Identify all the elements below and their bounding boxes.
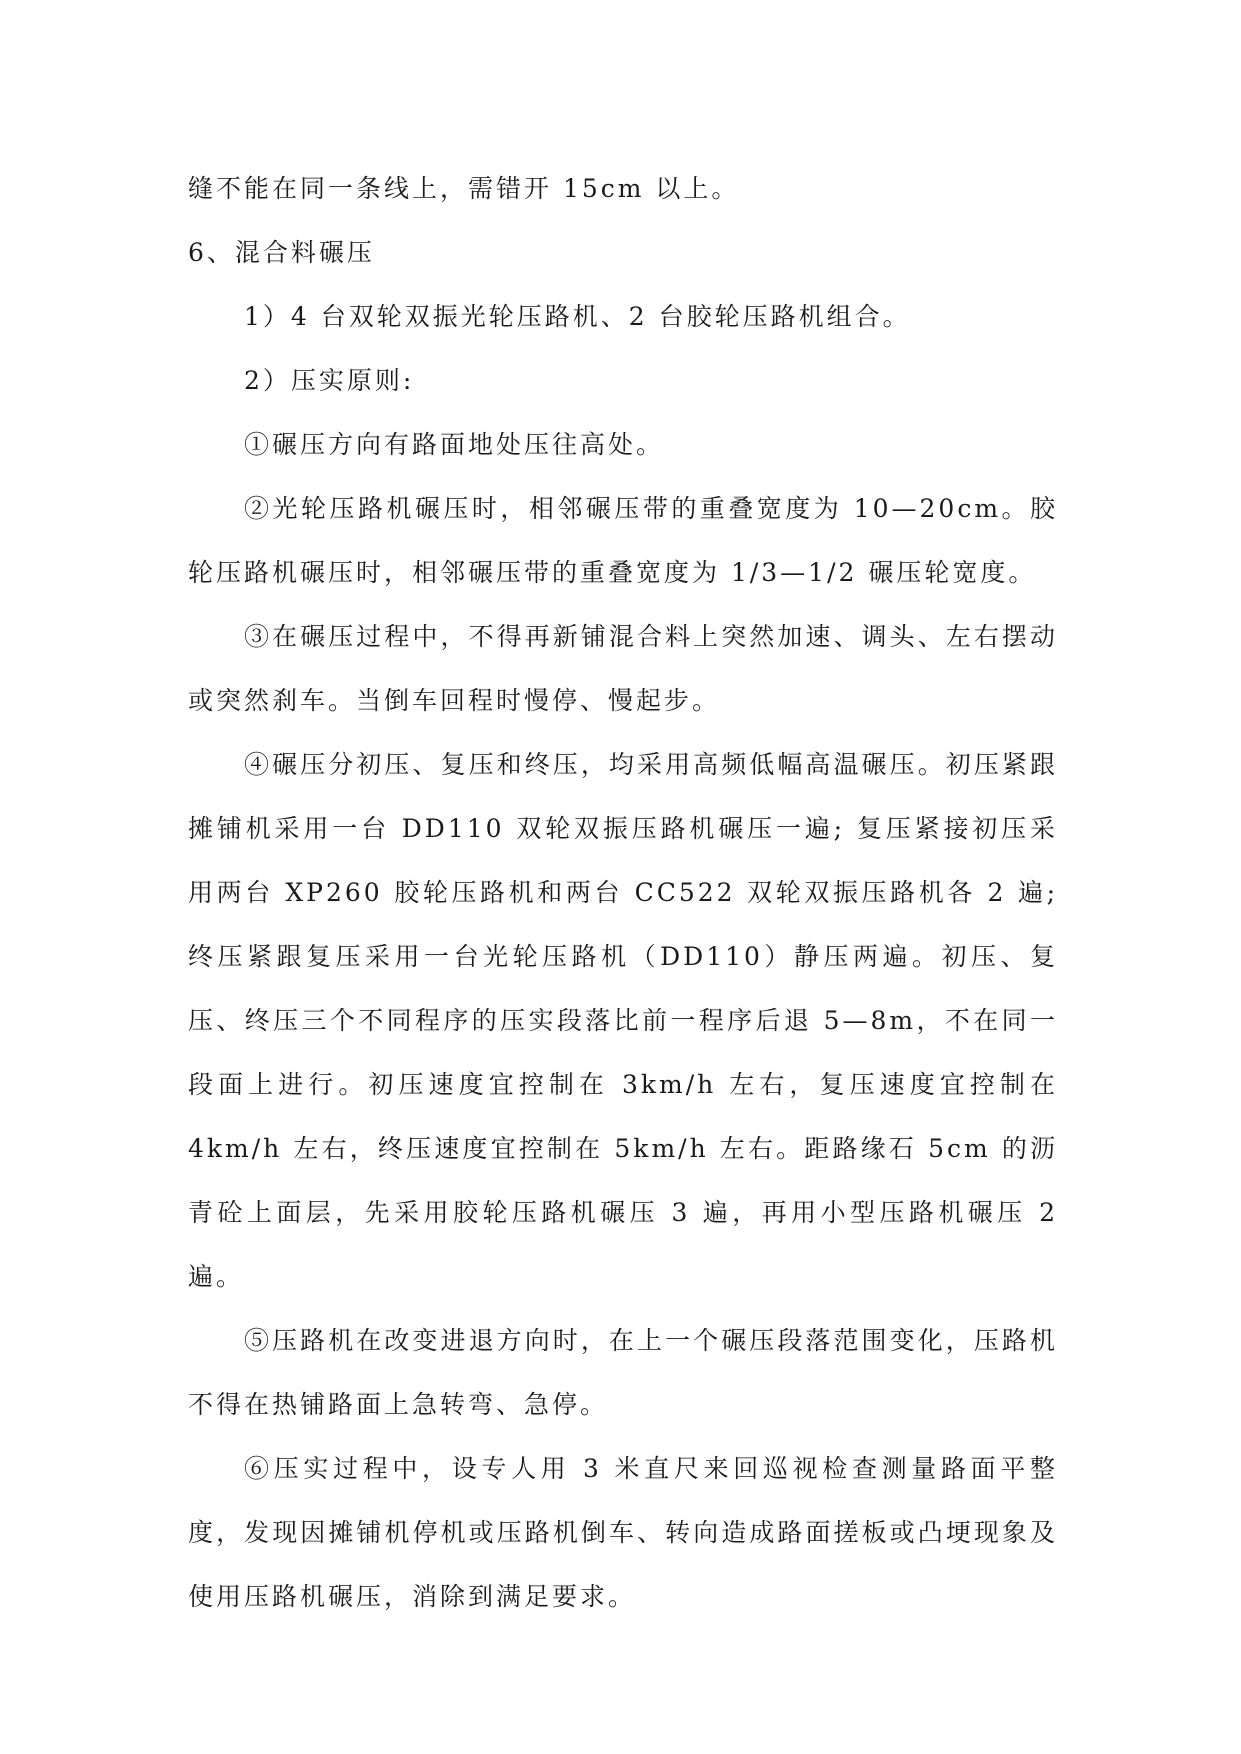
paragraph-item-2: ②光轮压路机碾压时，相邻碾压带的重叠宽度为 10—20cm。胶轮压路机碾压时，相邻碾压带的重叠宽度为 1/3—1/2 碾压轮宽度。 [188,494,1058,587]
section-heading-6: 6、混合料碾压 [188,238,375,267]
body-text [188,157,1058,1629]
paragraph-item-5: ⑤压路机在改变进退方向时，在上一个碾压段落范围变化，压路机不得在热铺路面上急转弯、急停。 [188,1326,1058,1419]
paragraph-item-6: ⑥压实过程中，设专人用 3 米直尺来回巡视检查测量路面平整度，发现因摊铺机停机或压路机倒车、转向造成路面搓板或凸埂现象及使用压路机碾压，消除到满足要求。 [188,1454,1058,1611]
paragraph-continuation: 缝不能在同一条线上，需错开 15cm 以上。 [188,174,740,203]
paragraph-item-3: ③在碾压过程中，不得再新铺混合料上突然加速、调头、左右摆动或突然刹车。当倒车回程时慢停、慢起步。 [188,622,1058,715]
paragraph-item-1: ①碾压方向有路面地处压往高处。 [244,430,665,459]
paragraph-item-4: ④碾压分初压、复压和终压，均采用高频低幅高温碾压。初压紧跟摊铺机采用一台 DD110 双轮双振压路机碾压一遍; 复压紧接初压采用两台 XP260 胶轮压路机和两台 CC522 双轮双振压路机各 2 遍; 终压紧跟复压采用一台光轮压路机（DD110）静压两遍。初压、复压、终压三个不同程序的压实段落比前一程序后退 5—8m，不在同一段面上进行。初压速度宜控制在 3km/h 左右，复压速度宜控制在 4km/h 左右，终压速度宜控制在 5km/h 左右。距路缘石 5cm 的沥青砼上面层，先采用胶轮压路机碾压 3 遍，再用小型压路机碾压 2 遍。 [188,750,1058,1291]
paragraph-equipment: 1）4 台双轮双振光轮压路机、2 台胶轮压路机组合。 [244,302,911,331]
paragraph-principles-heading: 2）压实原则: [244,366,415,395]
